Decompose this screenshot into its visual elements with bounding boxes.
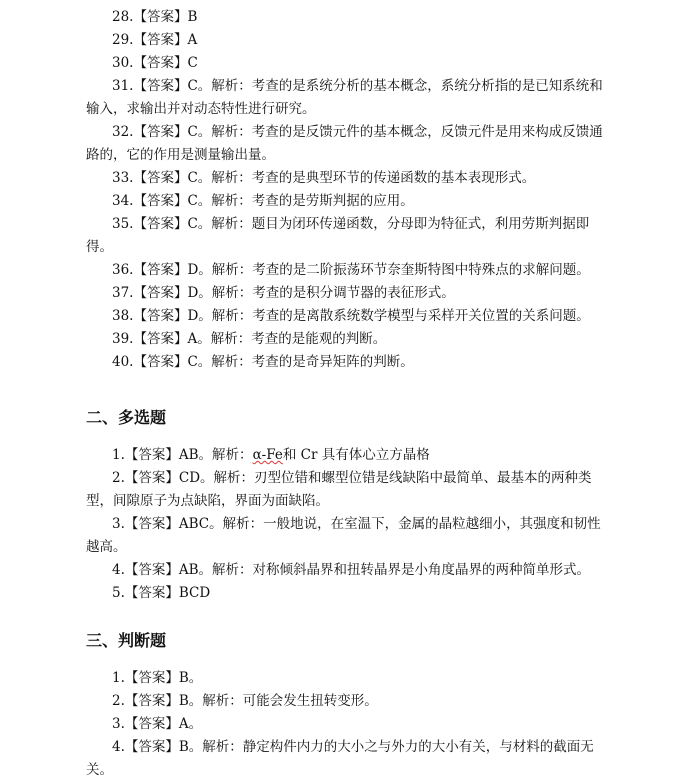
answer-item-35: 35.【答案】C。解析：题目为闭环传递函数，分母即为特征式，利用劳斯判据即得。 — [86, 216, 590, 255]
multi-answer-item-4: 4.【答案】AB。解析：对称倾斜晶界和扭转晶界是小角度晶界的两种简单形式。 — [112, 562, 591, 578]
multi-answer-1-prefix: 1.【答案】AB。解析： — [112, 447, 253, 463]
section-title-true-false: 三、判断题 — [86, 631, 167, 650]
answer-item-36: 36.【答案】D。解析：考查的是二阶振荡环节奈奎斯特图中特殊点的求解问题。 — [112, 262, 590, 278]
judge-answer-item-4: 4.【答案】B。解析：静定构件内力的大小之与外力的大小有关，与材料的截面无关。 — [86, 739, 594, 778]
answer-item-31: 31.【答案】C。解析：考查的是系统分析的基本概念，系统分析指的是已知系统和输入，求输出并对动态特性进行研究。 — [86, 78, 603, 117]
multi-answer-item-5: 5.【答案】BCD — [112, 585, 211, 601]
answer-item-40: 40.【答案】C。解析：考查的是奇异矩阵的判断。 — [112, 354, 414, 370]
judge-answer-item-2: 2.【答案】B。解析：可能会发生扭转变形。 — [112, 693, 378, 709]
answer-item-39: 39.【答案】A。解析：考查的是能观的判断。 — [112, 331, 387, 347]
answer-item-30: 30.【答案】C — [112, 55, 198, 71]
judge-answer-item-1: 1.【答案】B。 — [112, 670, 203, 686]
answer-item-34: 34.【答案】C。解析：考查的是劳斯判据的应用。 — [112, 193, 414, 209]
answer-item-37: 37.【答案】D。解析：考查的是积分调节器的表征形式。 — [112, 285, 455, 301]
alpha-fe-term: α-Fe — [252, 447, 283, 463]
answer-item-28: 28.【答案】B — [112, 9, 198, 25]
multi-answer-item-1 — [86, 444, 612, 467]
answer-item-38: 38.【答案】D。解析：考查的是离散系统数学模型与采样开关位置的关系问题。 — [112, 308, 590, 324]
multi-answer-1-rest: 和 Cr 具有体心立方晶格 — [282, 447, 430, 463]
section-title-multiple-choice: 二、多选题 — [86, 408, 167, 427]
section3-answers — [86, 667, 612, 782]
section1-answers — [86, 6, 612, 374]
judge-answer-item-3: 3.【答案】A。 — [112, 716, 203, 732]
answer-item-29: 29.【答案】A — [112, 32, 198, 48]
multi-answer-item-3: 3.【答案】ABC。解析：一般地说，在室温下，金属的晶粒越细小，其强度和韧性越高。 — [86, 516, 601, 555]
answer-item-33: 33.【答案】C。解析：考查的是典型环节的传递函数的基本表现形式。 — [112, 170, 536, 186]
answer-item-32: 32.【答案】C。解析：考查的是反馈元件的基本概念，反馈元件是用来构成反馈通路的，它的作用是测量输出量。 — [86, 124, 603, 163]
multi-answer-item-2: 2.【答案】CD。解析：刃型位错和螺型位错是线缺陷中最简单、最基本的两种类型，间隙原子为点缺陷，界面为面缺陷。 — [86, 470, 592, 509]
section2-answers — [86, 444, 612, 605]
